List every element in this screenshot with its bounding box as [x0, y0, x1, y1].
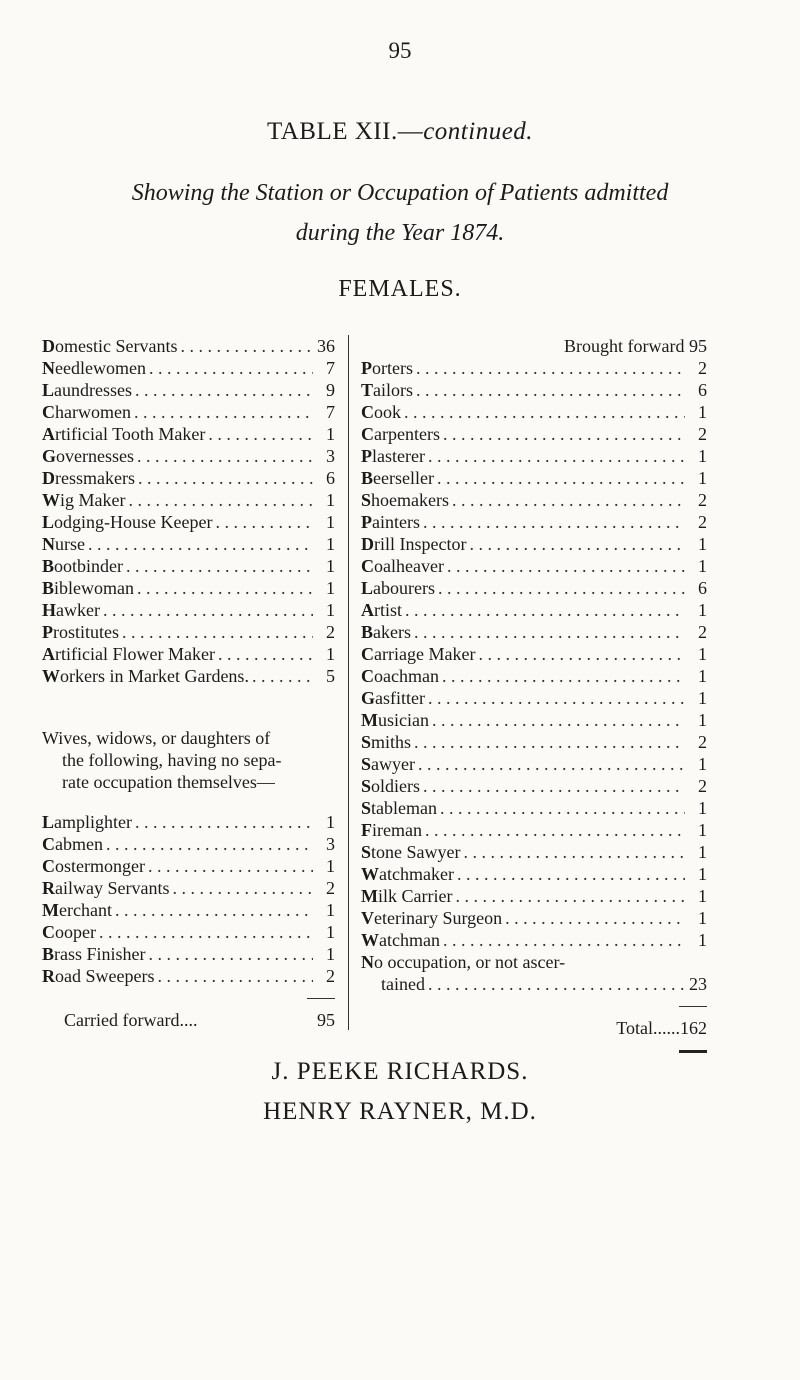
table-row	[42, 899, 335, 921]
occupation-name: Wig Maker	[42, 490, 126, 510]
table-row	[361, 379, 707, 401]
occupation-name: Stone Sawyer	[361, 842, 461, 862]
table-row	[361, 555, 707, 577]
occupation-count: 6	[698, 578, 707, 598]
occupation-name: Hawker	[42, 600, 100, 620]
no-occupation-row-2	[361, 973, 707, 995]
table-row	[361, 797, 707, 819]
table-row	[42, 423, 335, 445]
occupation-count: 1	[326, 644, 335, 664]
occupation-name: Watchman	[361, 930, 440, 950]
table-row	[361, 423, 707, 445]
occupation-count: 1	[326, 490, 335, 510]
table-row	[361, 599, 707, 621]
occupation-count: 2	[698, 622, 707, 642]
brought-forward-label: Brought forward	[564, 336, 685, 356]
occupation-name: Laundresses	[42, 380, 132, 400]
column-divider	[348, 335, 349, 1030]
table-row	[42, 599, 335, 621]
occupation-name: Merchant	[42, 900, 112, 920]
occupation-count: 9	[326, 380, 335, 400]
left-column	[42, 335, 335, 1031]
occupation-count: 36	[317, 336, 335, 356]
occupation-name: Prostitutes	[42, 622, 119, 642]
occupation-count: 1	[698, 446, 707, 466]
total-row	[361, 1017, 707, 1039]
no-occupation-count: 23	[689, 974, 707, 994]
table-row	[42, 511, 335, 533]
occupation-count: 2	[698, 490, 707, 510]
occupation-count: 1	[698, 754, 707, 774]
table-row	[42, 877, 335, 899]
table-row	[361, 863, 707, 885]
occupation-count: 1	[326, 922, 335, 942]
occupation-name: Workers in Market Gardens.	[42, 666, 249, 686]
table-row	[361, 489, 707, 511]
occupation-name: Needlewomen	[42, 358, 146, 378]
occupation-count: 1	[326, 900, 335, 920]
occupation-count: 3	[326, 834, 335, 854]
occupation-count: 1	[698, 468, 707, 488]
occupation-count: 1	[698, 556, 707, 576]
occupation-count: 1	[326, 812, 335, 832]
table-row	[361, 819, 707, 841]
occupation-name: Cabmen	[42, 834, 103, 854]
occupation-name: Plasterer	[361, 446, 425, 466]
table-row	[361, 511, 707, 533]
total-value: 162	[680, 1018, 707, 1038]
table-row	[42, 489, 335, 511]
table-row	[361, 401, 707, 423]
relatives-list	[42, 811, 335, 987]
occupation-count: 2	[698, 424, 707, 444]
occupation-count: 1	[698, 820, 707, 840]
occupation-count: 1	[698, 908, 707, 928]
occupation-count: 1	[698, 842, 707, 862]
occupation-count: 1	[326, 534, 335, 554]
note-line-2: the following, having no sepa-	[62, 750, 282, 770]
occupation-count: 1	[698, 710, 707, 730]
occupation-count: 7	[326, 402, 335, 422]
table-row	[361, 643, 707, 665]
occupation-name: Labourers	[361, 578, 435, 598]
occupation-name: Dressmakers	[42, 468, 135, 488]
occupation-name: Porters	[361, 358, 413, 378]
occupation-count: 2	[326, 966, 335, 986]
brought-forward-value: 95	[689, 336, 707, 356]
table-row	[361, 357, 707, 379]
table-row	[361, 929, 707, 951]
occupation-name: Gasfitter	[361, 688, 425, 708]
occupation-count: 7	[326, 358, 335, 378]
carried-forward-label: Carried forward....	[64, 1010, 198, 1030]
occupation-count: 1	[698, 930, 707, 950]
occupation-name: Governesses	[42, 446, 134, 466]
sum-rule	[361, 995, 707, 1017]
occupation-name: Stableman	[361, 798, 437, 818]
occupation-count: 1	[698, 534, 707, 554]
table-row	[361, 621, 707, 643]
table-row	[42, 445, 335, 467]
occupation-count: 2	[698, 512, 707, 532]
table-row	[42, 811, 335, 833]
occupation-name: Carriage Maker	[361, 644, 476, 664]
table-row	[42, 855, 335, 877]
occupation-count: 1	[698, 886, 707, 906]
occupation-count: 1	[698, 666, 707, 686]
table-row	[361, 775, 707, 797]
occupation-count: 1	[698, 798, 707, 818]
total-label: Total......	[616, 1018, 680, 1038]
occupation-name: Costermonger	[42, 856, 145, 876]
occupation-count: 1	[698, 644, 707, 664]
occupation-name: Lamplighter	[42, 812, 132, 832]
occupation-name: Lodging-House Keeper	[42, 512, 213, 532]
table-row	[361, 907, 707, 929]
signature-2: HENRY RAYNER, M.D.	[263, 1098, 537, 1125]
occupation-name: Artificial Flower Maker	[42, 644, 215, 664]
section-heading: FEMALES.	[338, 276, 462, 302]
occupation-name: Artist	[361, 600, 403, 620]
table-row	[42, 621, 335, 643]
brought-forward	[361, 335, 707, 357]
occupation-count: 1	[326, 944, 335, 964]
occupation-name: Musician	[361, 710, 429, 730]
occupation-count: 2	[326, 622, 335, 642]
note-line-3: rate occupation themselves—	[62, 772, 275, 792]
occupation-name: Road Sweepers	[42, 966, 155, 986]
occupation-count: 5	[326, 666, 335, 686]
occupation-name: Drill Inspector	[361, 534, 467, 554]
occupation-list	[42, 335, 335, 687]
occupation-name: Cooper	[42, 922, 96, 942]
table-row	[42, 643, 335, 665]
table-row	[42, 467, 335, 489]
table-row	[361, 445, 707, 467]
occupation-name: Coalheaver	[361, 556, 444, 576]
table-row	[361, 577, 707, 599]
occupation-name: Artificial Tooth Maker	[42, 424, 206, 444]
occupation-count: 1	[326, 512, 335, 532]
occupation-name: Cook	[361, 402, 401, 422]
no-occupation-row-1	[361, 951, 707, 973]
occupation-name: Bakers	[361, 622, 411, 642]
table-row	[42, 965, 335, 987]
occupation-name: Domestic Servants	[42, 336, 178, 356]
table-row	[42, 335, 335, 357]
no-occupation-text: No occupation, or not ascer-	[361, 952, 566, 972]
occupation-name: Coachman	[361, 666, 439, 686]
table-row	[361, 709, 707, 731]
no-occupation-text-2: tained	[381, 974, 425, 994]
occupation-count: 2	[698, 776, 707, 796]
table-row	[42, 577, 335, 599]
occupation-list-continued	[361, 357, 707, 951]
table-title	[0, 118, 800, 146]
occupation-count: 1	[698, 600, 707, 620]
occupation-name: Milk Carrier	[361, 886, 453, 906]
table-row	[361, 665, 707, 687]
signature-1: J. PEEKE RICHARDS.	[271, 1058, 529, 1085]
table-subtitle	[0, 173, 800, 253]
occupation-count: 3	[326, 446, 335, 466]
carried-forward	[42, 1009, 335, 1031]
occupation-count: 2	[326, 878, 335, 898]
occupation-name: Tailors	[361, 380, 414, 400]
occupation-name: Soldiers	[361, 776, 421, 796]
table-row	[42, 533, 335, 555]
occupation-name: Sawyer	[361, 754, 415, 774]
occupation-name: Painters	[361, 512, 420, 532]
table-row	[361, 687, 707, 709]
table-row	[42, 665, 335, 687]
table-row	[361, 731, 707, 753]
occupation-count: 6	[698, 380, 707, 400]
sum-rule	[42, 987, 335, 1009]
table-row	[361, 885, 707, 907]
carried-forward-value: 95	[317, 1010, 335, 1030]
occupation-count: 2	[698, 358, 707, 378]
occupation-name: Bootbinder	[42, 556, 124, 576]
table-row	[42, 357, 335, 379]
table-row	[42, 833, 335, 855]
table-row	[361, 753, 707, 775]
note-line-1: Wives, widows, or daughters of	[42, 728, 271, 748]
occupation-count: 1	[326, 856, 335, 876]
table-row	[361, 533, 707, 555]
table-row	[361, 467, 707, 489]
occupation-count: 1	[698, 864, 707, 884]
subtitle-line-2: during the Year 1874.	[295, 220, 505, 246]
table-row	[42, 401, 335, 423]
relatives-note	[42, 727, 335, 793]
table-row	[361, 841, 707, 863]
table-title-continued: continued.	[423, 118, 534, 145]
occupation-count: 6	[326, 468, 335, 488]
occupation-name: Smiths	[361, 732, 412, 752]
occupation-name: Fireman	[361, 820, 422, 840]
occupation-count: 1	[326, 578, 335, 598]
table-row	[42, 379, 335, 401]
table-row	[42, 555, 335, 577]
occupation-name: Charwomen	[42, 402, 131, 422]
occupation-name: Biblewoman	[42, 578, 134, 598]
occupation-count: 2	[698, 732, 707, 752]
occupation-count: 1	[698, 688, 707, 708]
subtitle-line-1: Showing the Station or Occupation of Patients admitted	[131, 180, 669, 206]
occupation-name: Railway Servants	[42, 878, 170, 898]
occupation-name: Shoemakers	[361, 490, 449, 510]
occupation-count: 1	[326, 556, 335, 576]
occupation-name: Beerseller	[361, 468, 434, 488]
occupation-name: Watchmaker	[361, 864, 454, 884]
occupation-name: Veterinary Surgeon	[361, 908, 503, 928]
right-column	[361, 335, 707, 1061]
page-number: 95	[388, 38, 412, 63]
occupation-count: 1	[698, 402, 707, 422]
occupation-name: Nurse	[42, 534, 85, 554]
table-row	[42, 943, 335, 965]
occupation-name: Brass Finisher	[42, 944, 146, 964]
table-title-main: TABLE XII.—	[266, 118, 424, 145]
table-row	[42, 921, 335, 943]
occupation-count: 1	[326, 424, 335, 444]
occupation-count: 1	[326, 600, 335, 620]
occupation-name: Carpenters	[361, 424, 440, 444]
